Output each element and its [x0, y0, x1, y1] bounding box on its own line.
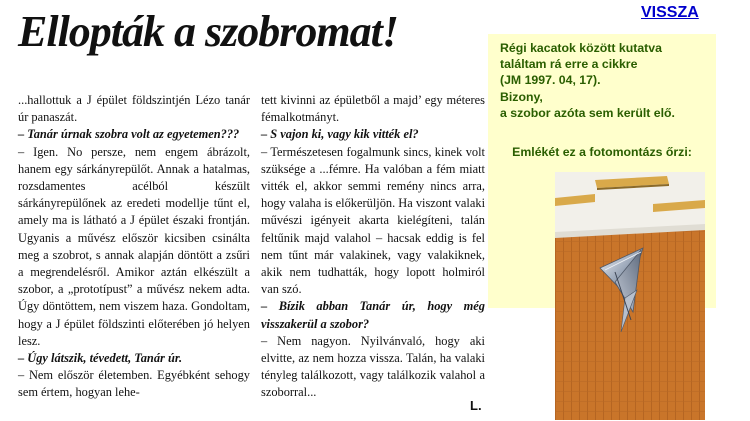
note-text — [500, 40, 714, 121]
paragraph: – Természetesen fogalmunk sincs, kinek volt szüksége a ...fémre. Ha valóban a fém miatt vitték el, akkor semmi remény nincs arra, hogy valaha is előkerüljön. Ha viszont valaki művészi igényeit akarta kielégíteni, talán feltűnik majd valahol – hacsak eddig is fel nem tűnt már valakinek, vagy valakiknek, akik nem tudhatták, hogy lopott holmiról van szó. — [261, 144, 486, 297]
article-column-1 — [18, 92, 250, 402]
paragraph: – Igen. No persze, nem engem ábrázolt, hanem egy sárkányrepülőt. Annak a hatalmas, rozsdamentes acélból készült sárkányrepülőnek az eredeti modellje tűnt el, amely ma is látható a J épület északi frontján. Ugyanis a művész először kicsiben csinálta meg a szobrot, s annak alapján döntött a zsűri a megrendelésről. Amikor aztán elkészült a szobor, a „prototípust” a művész nekem adta. Úgy döntöttem, nem viszem haza. Gondoltam, hogy a J épület földszinti előterében jó helyen lesz. — [18, 144, 250, 348]
note-line: a szobor azóta sem került elő. — [500, 105, 675, 120]
question: – Tanár úrnak szobra volt az egyetemen??? — [18, 127, 240, 142]
back-link[interactable]: VISSZA — [641, 4, 699, 21]
sculpture-photomontage — [555, 172, 705, 420]
note-line: találtam rá erre a cikkre — [500, 57, 638, 72]
paragraph: – Nem nagyon. Nyilvánvaló, hogy aki elvitte, az nem hozza vissza. Talán, ha valaki tényleg találkozott, vagy találkozik valahol a szoborral... — [261, 333, 485, 400]
author-signature: L. — [470, 398, 482, 413]
paragraph: – Nem először életemben. Egyébként sehogy sem értem, hogyan lehe- — [18, 368, 250, 400]
paragraph: tett kivinni az épületből a majd’ egy méteres fémalkotmányt. — [261, 93, 485, 125]
article-column-2 — [261, 92, 485, 402]
question: – Bízik abban Tanár úr, hogy még visszakerül a szobor? — [261, 299, 485, 331]
question: – Úgy látszik, tévedett, Tanár úr. — [18, 351, 183, 366]
paragraph: ...hallottuk a J épület földszintjén Lézo tanár úr panaszát. — [18, 93, 250, 125]
note-line: Bizony, — [500, 89, 543, 104]
note-line: (JM 1997. 04, 17). — [500, 73, 601, 88]
photo-caption: Emlékét ez a fotomontázs őrzi: — [512, 145, 692, 159]
article-headline: Ellopták a szobromat! — [18, 7, 398, 56]
question: – S vajon ki, vagy kik vitték el? — [261, 127, 419, 142]
note-line: Régi kacatok között kutatva — [500, 41, 662, 55]
